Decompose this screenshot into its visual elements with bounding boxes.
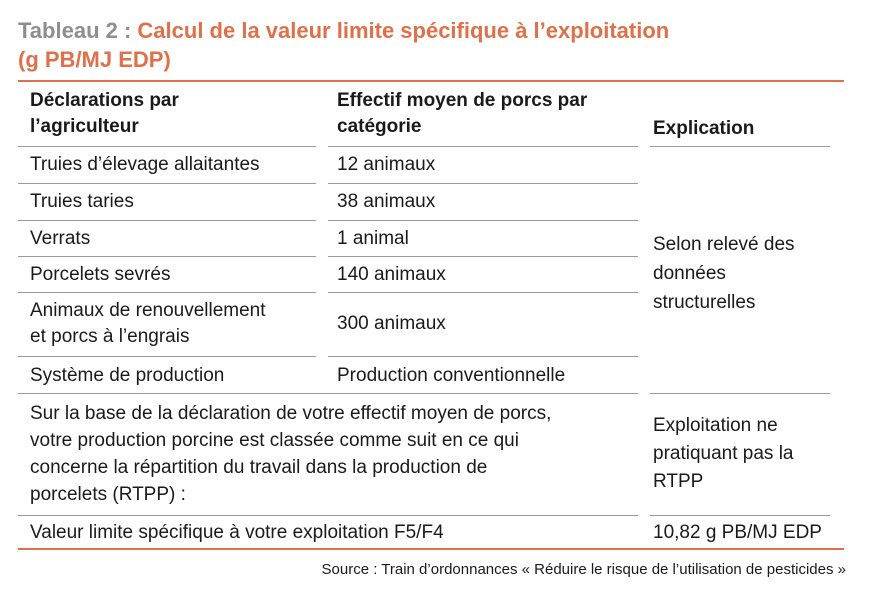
row-divider: [18, 356, 316, 357]
row-label: Système de production: [30, 365, 225, 386]
rtpp-explanation: Exploitation ne pratiquant pas la RTPP: [653, 415, 794, 492]
row-value: Production conventionnelle: [337, 365, 566, 386]
row-label: Porcelets sevrés: [30, 264, 171, 285]
source-note: Source : Train d’ordonnances « Réduire le risque de l’utilisation de pesticides »: [321, 561, 846, 578]
row-value: 1 animal: [337, 228, 409, 249]
row-divider: [18, 220, 316, 221]
row-value: 12 animaux: [337, 154, 436, 175]
row-label: Animaux de renouvellement et porcs à l’engrais: [30, 300, 266, 347]
header-divider: [18, 146, 316, 147]
header-divider: [328, 146, 638, 147]
row-divider: [18, 292, 316, 293]
section-divider: [650, 393, 830, 394]
row-label: Verrats: [30, 228, 91, 249]
row-divider: [328, 220, 638, 221]
row-divider: [328, 292, 638, 293]
row-value: 140 animaux: [337, 264, 446, 285]
limit-label: Valeur limite spécifique à votre exploitation F5/F4: [30, 522, 444, 543]
title-lead: Tableau 2 :: [18, 18, 138, 43]
section-divider: [18, 515, 638, 516]
explanation-structural: Selon relevé des données structurelles: [653, 234, 795, 313]
top-rule: [18, 80, 844, 82]
limit-value: 10,82 g PB/MJ EDP: [653, 522, 822, 543]
section-divider: [18, 393, 638, 394]
bottom-rule: [18, 548, 844, 550]
title-main-line1: Calcul de la valeur limite spécifique à l’exploitation: [137, 18, 670, 43]
row-value: 300 animaux: [337, 313, 446, 334]
row-divider: [328, 183, 638, 184]
section-divider: [650, 515, 830, 516]
row-value: 38 animaux: [337, 191, 436, 212]
row-label: Truies d’élevage allaitantes: [30, 154, 260, 175]
row-divider: [18, 256, 316, 257]
header-divider: [650, 146, 830, 147]
table-title: [18, 16, 858, 74]
row-label: Truies taries: [30, 191, 134, 212]
row-divider: [18, 183, 316, 184]
row-divider: [328, 356, 638, 357]
header-explication: Explication: [653, 118, 755, 139]
row-divider: [328, 256, 638, 257]
header-declarations: Déclarations par l’agriculteur: [30, 90, 179, 137]
rtpp-text: Sur la base de la déclaration de votre effectif moyen de porcs, votre production porcine est classée comme suit en ce qui concerne la répartition du travail dans la production de porcelets (RTPP) :: [30, 403, 552, 505]
header-effectif: Effectif moyen de porcs par catégorie: [337, 90, 588, 137]
title-main-line2: (g PB/MJ EDP): [18, 47, 171, 72]
